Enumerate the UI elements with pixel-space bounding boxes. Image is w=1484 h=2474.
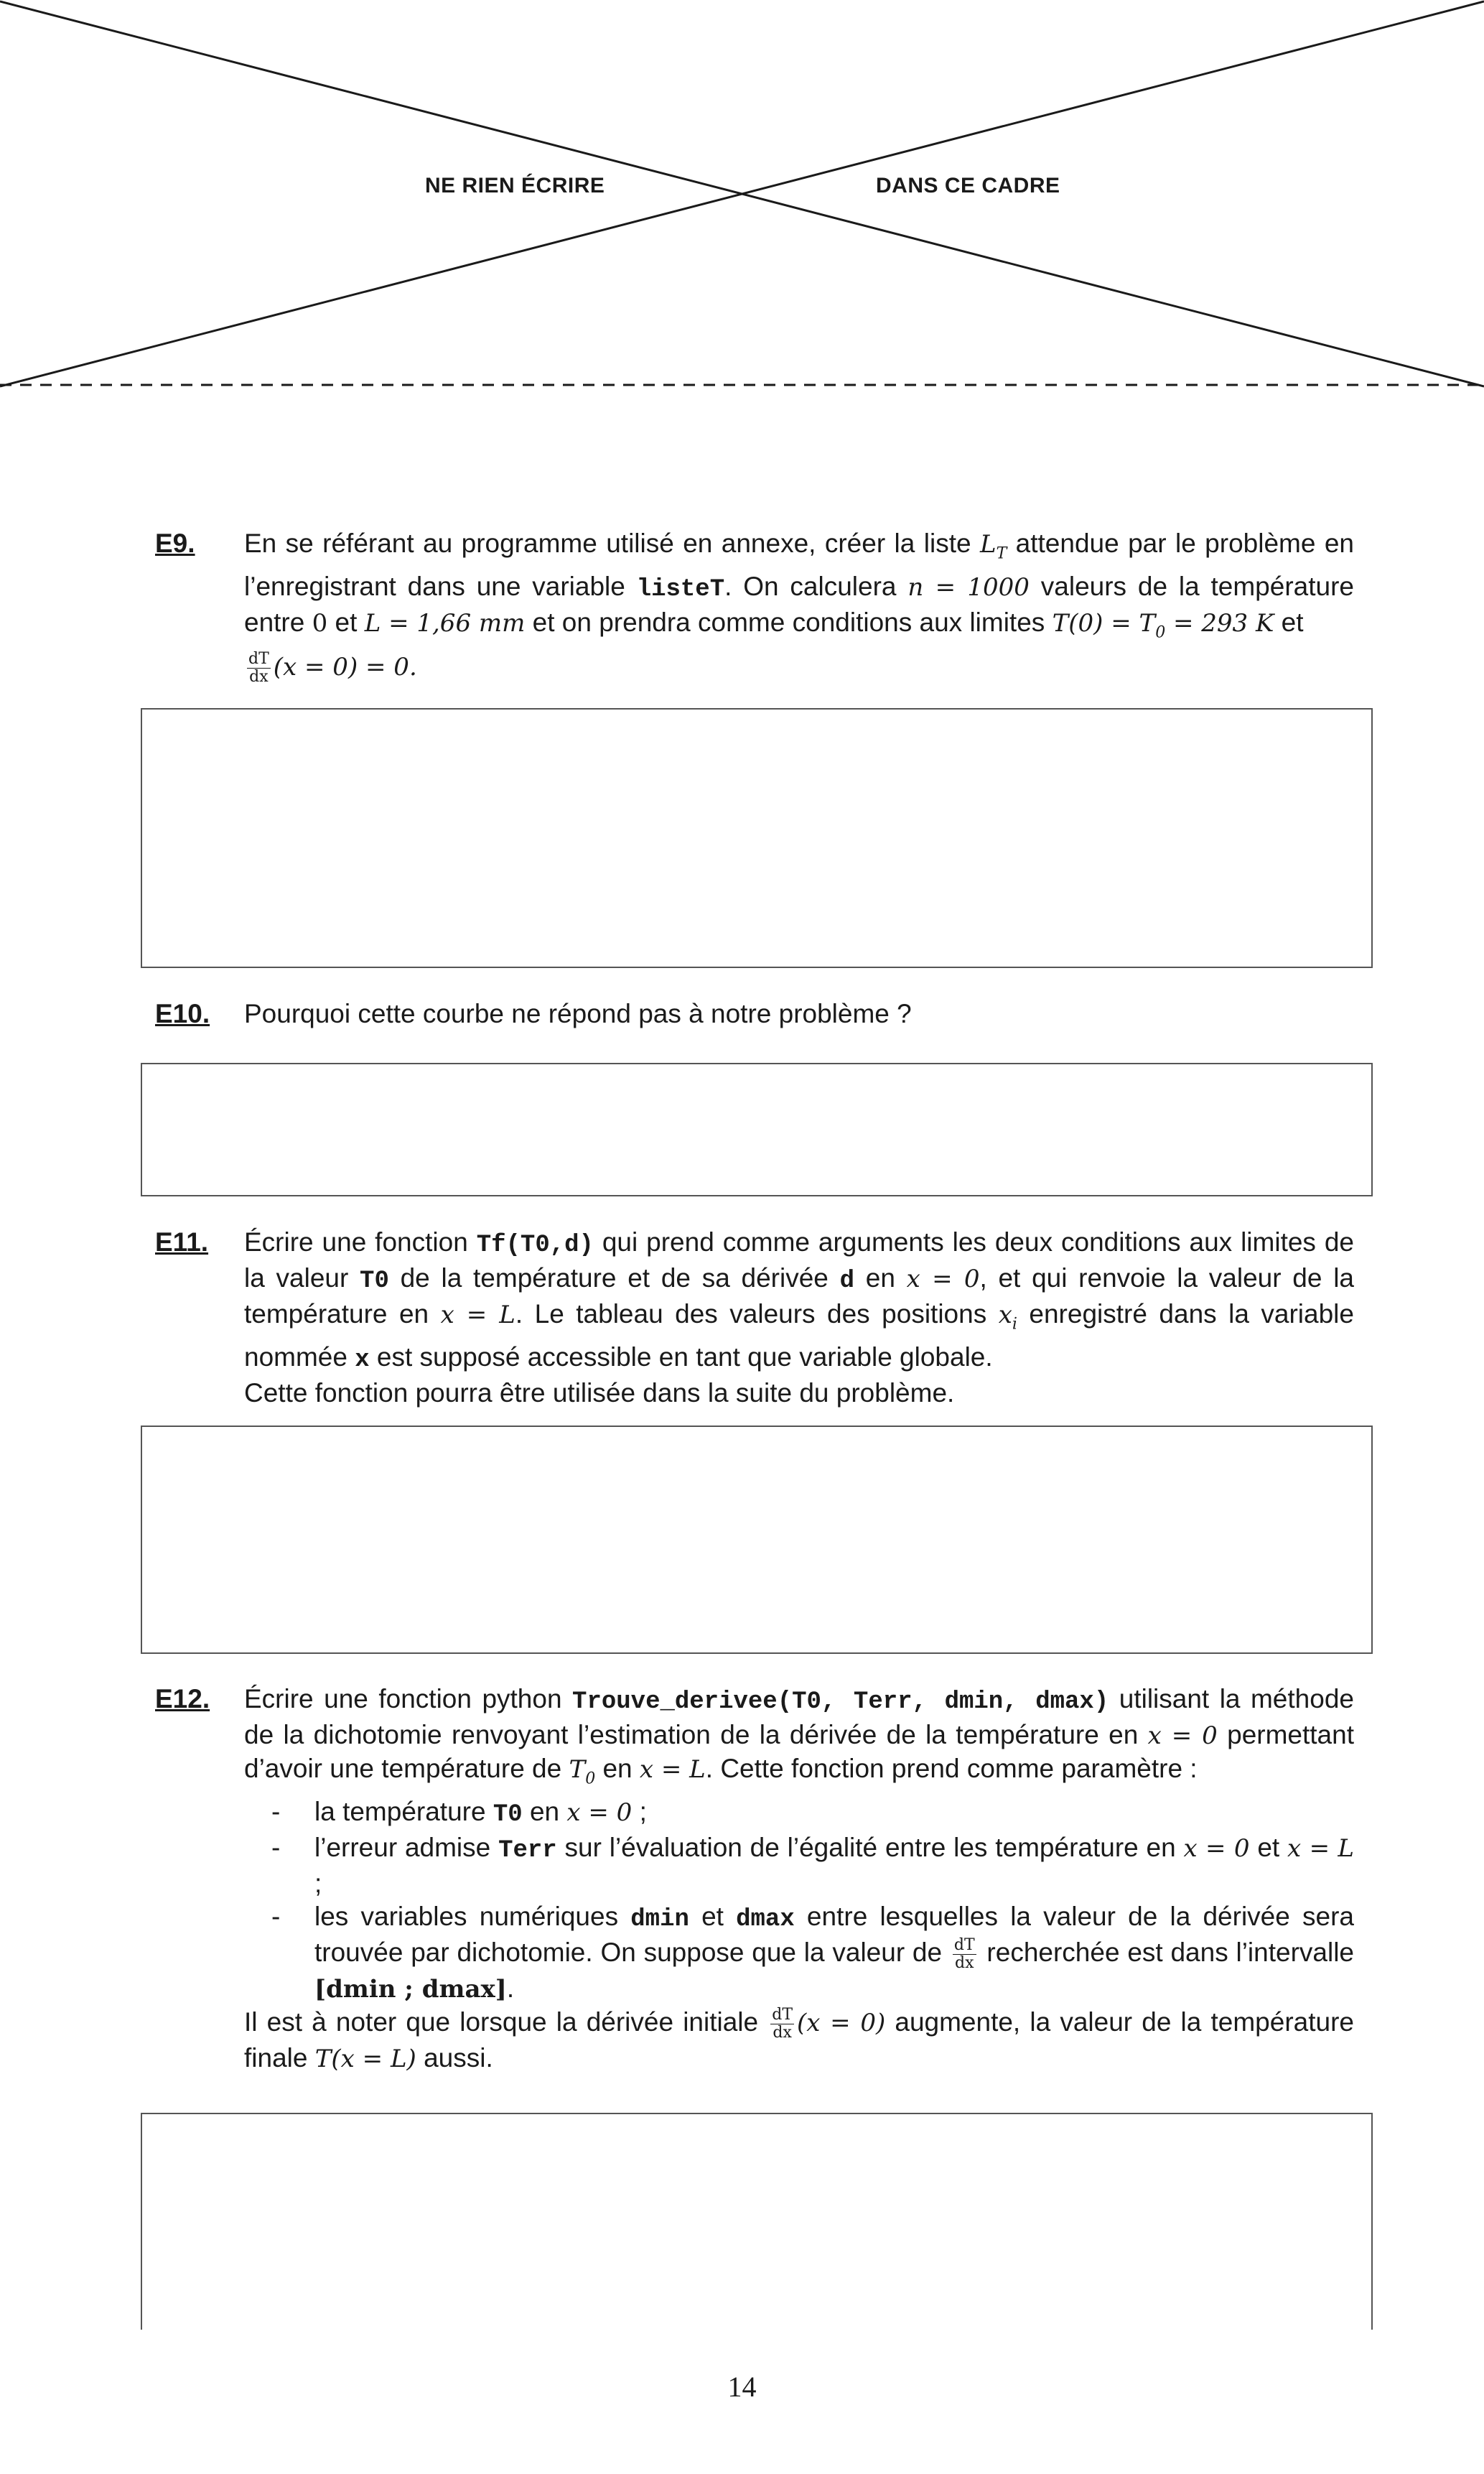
derivative-fraction: $\frac{dT}{dx}$ [772,2005,793,2042]
question-number: E12. [155,1684,210,1713]
no-write-zone [0,0,1484,402]
no-write-label-right: DANS CE CADRE [876,174,1060,197]
answer-box-e10[interactable] [141,1063,1373,1196]
question-e12 [155,1683,1354,2075]
list-item: - les variables numériques dmin et dmax entre lesquelles la valeur de la dérivée sera trouvée par dichotomie. On suppose que la valeur de $\frac{dT}{dx}$ recherchée est dans l’intervalle [dmin ; dmax]. [244,1900,1354,2006]
derivative-fraction: $\frac{dT}{dx}$ [953,1936,975,1973]
parameter-list [244,1795,1354,2006]
page-number: 14 [727,2371,757,2403]
question-text: Écrire une fonction Tf(T0,d) qui prend comme arguments les deux conditions aux limites de la valeur T0 de la température et de sa dérivée d en x = 0, et qui renvoie la valeur de la température en x = L. Le tableau des valeurs des positions $x_i$ enregistré dans la variable nommée x est supposé accessible en tant que variable globale. Cette fonction pourra être utilisée dans la suite du problème. [244,1227,1354,1408]
answer-box-e9[interactable] [141,708,1373,968]
question-text: Écrire une fonction python Trouve_derivee(T0, Terr, dmin, dmax) utilisant la méthode de la dichotomie renvoyant l’estimation de la dérivée de la température en x = 0 permettant d’avoir une température de $T_0$ en x = L. Cette fonction prend comme paramètre : - la température T0 en x = 0 ; - l’erreur admise Terr sur l’évaluation de l’égalité entre les température en x = 0 et x = L ; - les variables numériques dmin et dmax entre lesquelles la valeur de la dérivée sera trouvée par dichotomie. On suppose que la valeur de $\frac{dT}{dx}$ recherchée est dans l’intervalle [dmin ; dmax]. Il est à noter que lorsque la dérivée initiale $\frac{dT}{dx}$ (x = 0) augmente, la valeur de la température finale T(x = L) aussi. [244,1683,1354,2075]
answer-box-e11[interactable] [141,1426,1373,1654]
question-text: Pourquoi cette courbe ne répond pas à notre problème ? [244,999,912,1028]
question-e10 [155,997,1354,1031]
question-number: E10. [155,999,210,1028]
list-item: - l’erreur admise Terr sur l’évaluation de l’égalité entre les température en x = 0 et x = L ; [244,1831,1354,1900]
question-e9 [155,527,1354,686]
list-item: - la température T0 en x = 0 ; [244,1795,1354,1831]
derivative-fraction: $\frac{dT}{dx}$ [248,649,269,686]
answer-box-e12[interactable] [141,2113,1373,2330]
question-number: E11. [155,1227,209,1257]
no-write-label-left: NE RIEN ÉCRIRE [425,174,605,197]
question-e11 [155,1226,1354,1410]
question-number: E9. [155,529,195,558]
question-text: En se référant au programme utilisé en annexe, créer la liste $L_T$ attendue par le problème en l’enregistrant dans une variable listeT. On calculera n = 1000 valeurs de la température entre 0 et L = 1,66 mm et on prendra comme conditions aux limites $T(0) = T_0 = 293$ K et $\frac{dT}{dx}$ (x = 0) = 0. [244,529,1354,686]
